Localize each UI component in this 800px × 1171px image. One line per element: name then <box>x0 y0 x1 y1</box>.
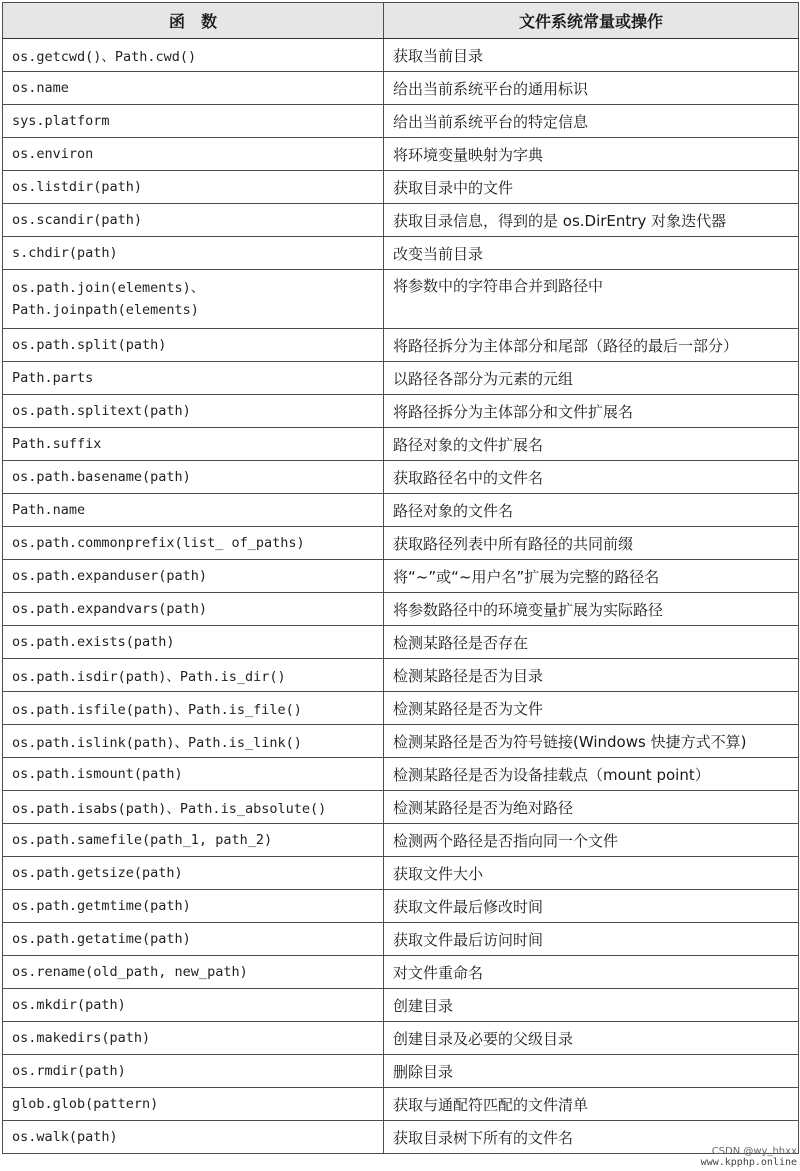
function-cell: os.path.isfile(path)、Path.is_file() <box>3 692 384 725</box>
table-row <box>3 527 799 560</box>
function-cell: os.path.splitext(path) <box>3 395 384 428</box>
table-row <box>3 560 799 593</box>
function-cell: os.path.getsize(path) <box>3 857 384 890</box>
table-row <box>3 494 799 527</box>
table-row <box>3 593 799 626</box>
description-cell: 获取路径列表中所有路径的共同前缀 <box>384 527 799 560</box>
table-row <box>3 1055 799 1088</box>
function-cell: os.makedirs(path) <box>3 1022 384 1055</box>
function-cell: s.chdir(path) <box>3 237 384 270</box>
description-cell: 检测某路径是否为设备挂载点（mount point） <box>384 758 799 791</box>
table-row <box>3 428 799 461</box>
table-row <box>3 461 799 494</box>
function-cell: os.mkdir(path) <box>3 989 384 1022</box>
function-cell: os.path.samefile(path_1, path_2) <box>3 824 384 857</box>
table-row <box>3 395 799 428</box>
description-cell: 路径对象的文件名 <box>384 494 799 527</box>
description-cell: 检测某路径是否存在 <box>384 626 799 659</box>
table-row <box>3 824 799 857</box>
function-cell: glob.glob(pattern) <box>3 1088 384 1121</box>
function-cell: os.environ <box>3 138 384 171</box>
description-cell: 改变当前目录 <box>384 237 799 270</box>
description-cell: 将“~”或“~用户名”扩展为完整的路径名 <box>384 560 799 593</box>
function-cell: os.path.islink(path)、Path.is_link() <box>3 725 384 758</box>
description-cell: 获取目录树下所有的文件名 <box>384 1121 799 1154</box>
description-cell: 将参数路径中的环境变量扩展为实际路径 <box>384 593 799 626</box>
function-cell: os.rmdir(path) <box>3 1055 384 1088</box>
function-cell: os.scandir(path) <box>3 204 384 237</box>
function-cell: os.path.basename(path) <box>3 461 384 494</box>
function-cell: Path.parts <box>3 362 384 395</box>
table-row <box>3 758 799 791</box>
description-cell: 将路径拆分为主体部分和文件扩展名 <box>384 395 799 428</box>
table-row <box>3 39 799 72</box>
table-row <box>3 72 799 105</box>
table-body <box>3 39 799 1154</box>
function-cell: os.path.join(elements)、Path.joinpath(elements) <box>3 270 384 329</box>
table-row <box>3 725 799 758</box>
table-row <box>3 890 799 923</box>
description-cell: 检测某路径是否为文件 <box>384 692 799 725</box>
function-cell: os.path.expanduser(path) <box>3 560 384 593</box>
description-cell: 将环境变量映射为字典 <box>384 138 799 171</box>
description-cell: 获取路径名中的文件名 <box>384 461 799 494</box>
header-function: 函 数 <box>3 3 384 39</box>
function-cell: os.path.ismount(path) <box>3 758 384 791</box>
description-cell: 获取目录中的文件 <box>384 171 799 204</box>
function-cell: os.path.split(path) <box>3 329 384 362</box>
function-cell: os.rename(old_path, new_path) <box>3 956 384 989</box>
watermark-author: CSDN @wy_hhxx <box>711 1146 797 1157</box>
function-cell: os.getcwd()、Path.cwd() <box>3 39 384 72</box>
table-row <box>3 923 799 956</box>
description-cell: 创建目录 <box>384 989 799 1022</box>
function-cell: os.path.exists(path) <box>3 626 384 659</box>
table-header <box>3 3 799 39</box>
description-cell: 检测两个路径是否指向同一个文件 <box>384 824 799 857</box>
description-cell: 获取与通配符匹配的文件清单 <box>384 1088 799 1121</box>
description-cell: 给出当前系统平台的通用标识 <box>384 72 799 105</box>
function-cell: Path.suffix <box>3 428 384 461</box>
table-row <box>3 1088 799 1121</box>
description-cell: 获取文件大小 <box>384 857 799 890</box>
table-row <box>3 105 799 138</box>
function-cell: os.path.isdir(path)、Path.is_dir() <box>3 659 384 692</box>
table-row <box>3 204 799 237</box>
description-cell: 给出当前系统平台的特定信息 <box>384 105 799 138</box>
table-row <box>3 171 799 204</box>
description-cell: 对文件重命名 <box>384 956 799 989</box>
table-row <box>3 1022 799 1055</box>
table-row <box>3 138 799 171</box>
header-operation: 文件系统常量或操作 <box>384 3 799 39</box>
description-cell: 检测某路径是否为符号链接(Windows 快捷方式不算) <box>384 725 799 758</box>
table-row <box>3 857 799 890</box>
description-cell: 获取文件最后访问时间 <box>384 923 799 956</box>
description-cell: 检测某路径是否为绝对路径 <box>384 791 799 824</box>
header-row <box>3 3 799 39</box>
function-cell: os.path.getatime(path) <box>3 923 384 956</box>
function-cell: os.path.isabs(path)、Path.is_absolute() <box>3 791 384 824</box>
functions-table <box>2 2 799 1154</box>
table-row <box>3 362 799 395</box>
table-row <box>3 626 799 659</box>
function-cell: os.listdir(path) <box>3 171 384 204</box>
function-cell: Path.name <box>3 494 384 527</box>
description-cell: 将参数中的字符串合并到路径中 <box>384 270 799 329</box>
watermark-site: www.kpphp.online <box>700 1157 797 1168</box>
description-cell: 检测某路径是否为目录 <box>384 659 799 692</box>
description-cell: 获取目录信息，得到的是 os.DirEntry 对象迭代器 <box>384 204 799 237</box>
table-row <box>3 791 799 824</box>
description-cell: 将路径拆分为主体部分和尾部（路径的最后一部分） <box>384 329 799 362</box>
watermark <box>701 1146 797 1168</box>
table-row <box>3 659 799 692</box>
description-cell: 获取当前目录 <box>384 39 799 72</box>
function-cell: os.name <box>3 72 384 105</box>
table-row <box>3 989 799 1022</box>
description-cell: 删除目录 <box>384 1055 799 1088</box>
table-row <box>3 956 799 989</box>
function-cell: sys.platform <box>3 105 384 138</box>
table-row <box>3 237 799 270</box>
table-row <box>3 329 799 362</box>
function-cell: os.path.getmtime(path) <box>3 890 384 923</box>
function-cell: os.path.expandvars(path) <box>3 593 384 626</box>
function-cell: os.walk(path) <box>3 1121 384 1154</box>
function-cell: os.path.commonprefix(list_ of_paths) <box>3 527 384 560</box>
table-row <box>3 1121 799 1154</box>
description-cell: 获取文件最后修改时间 <box>384 890 799 923</box>
table-row <box>3 692 799 725</box>
table-row <box>3 270 799 329</box>
description-cell: 创建目录及必要的父级目录 <box>384 1022 799 1055</box>
description-cell: 路径对象的文件扩展名 <box>384 428 799 461</box>
description-cell: 以路径各部分为元素的元组 <box>384 362 799 395</box>
